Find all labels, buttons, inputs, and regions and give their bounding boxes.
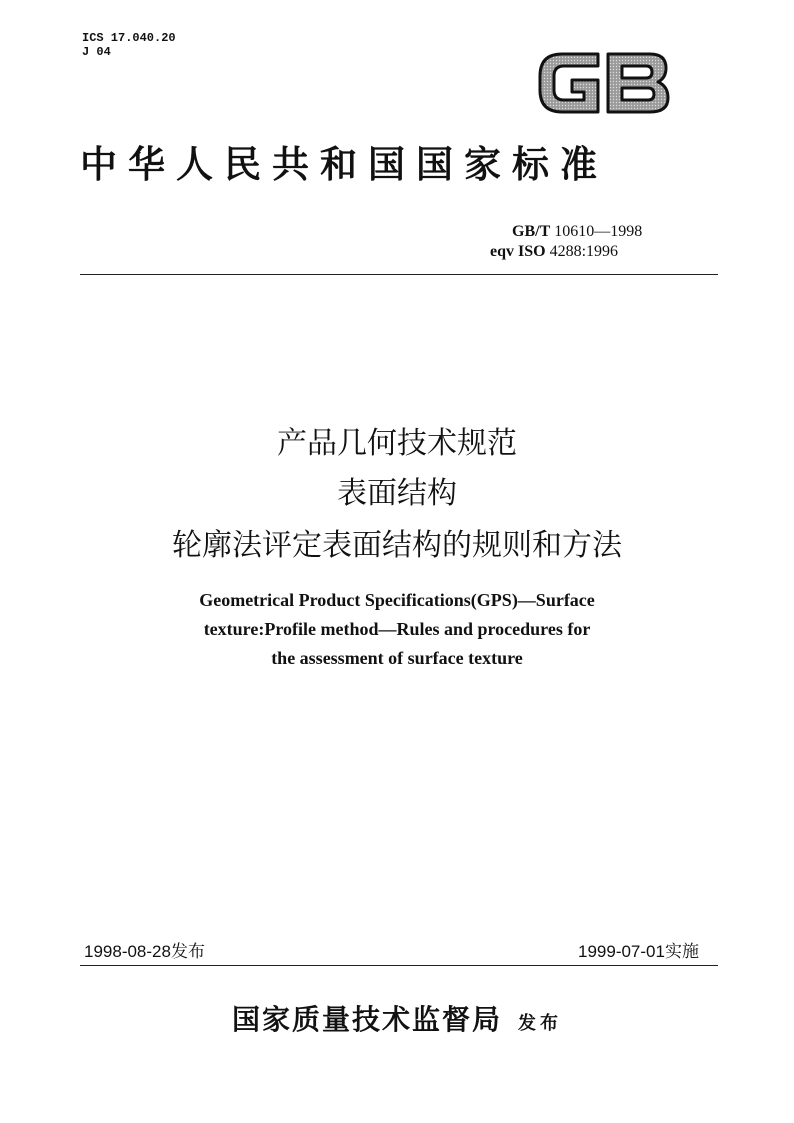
issue-date — [84, 941, 205, 963]
footer-divider — [80, 965, 718, 966]
standard-number-prefix: GB/T — [512, 223, 551, 240]
standard-number-value: 10610—1998 — [554, 223, 643, 240]
equivalent-standard-value: 4288:1996 — [549, 243, 619, 260]
implementation-date-value: 1999-07-01 — [578, 942, 665, 961]
title-en-line-3: the assessment of surface texture — [271, 648, 523, 668]
ics-code: ICS 17.040.20 — [82, 31, 176, 45]
issuer-name: 国家质量技术监督局 — [231, 1003, 502, 1036]
ccs-code: J 04 — [82, 45, 111, 59]
issue-date-label: 发布 — [170, 942, 205, 961]
title-en-line-1: Geometrical Product Specifications(GPS)—Surface — [199, 590, 595, 610]
gb-logo — [534, 44, 674, 120]
equivalent-standard-prefix: eqv ISO — [490, 243, 546, 260]
issuing-authority — [0, 1000, 794, 1044]
header-divider — [80, 274, 718, 275]
implementation-date — [578, 941, 699, 963]
title-cn-line-3: 轮廓法评定表面结构的规则和方法 — [172, 528, 622, 563]
issue-date-value: 1998-08-28 — [84, 942, 171, 961]
standard-number — [512, 222, 642, 242]
national-standard-heading: 中华人民共和国国家标准 — [80, 142, 608, 186]
title-cn-line-1: 产品几何技术规范 — [277, 426, 517, 461]
implementation-date-label: 实施 — [664, 942, 699, 961]
title-cn-line-2: 表面结构 — [337, 476, 457, 511]
title-en-line-2: texture:Profile method—Rules and procedures for — [203, 619, 591, 639]
equivalent-standard — [490, 242, 618, 262]
issuer-action: 发布 — [518, 1013, 562, 1034]
